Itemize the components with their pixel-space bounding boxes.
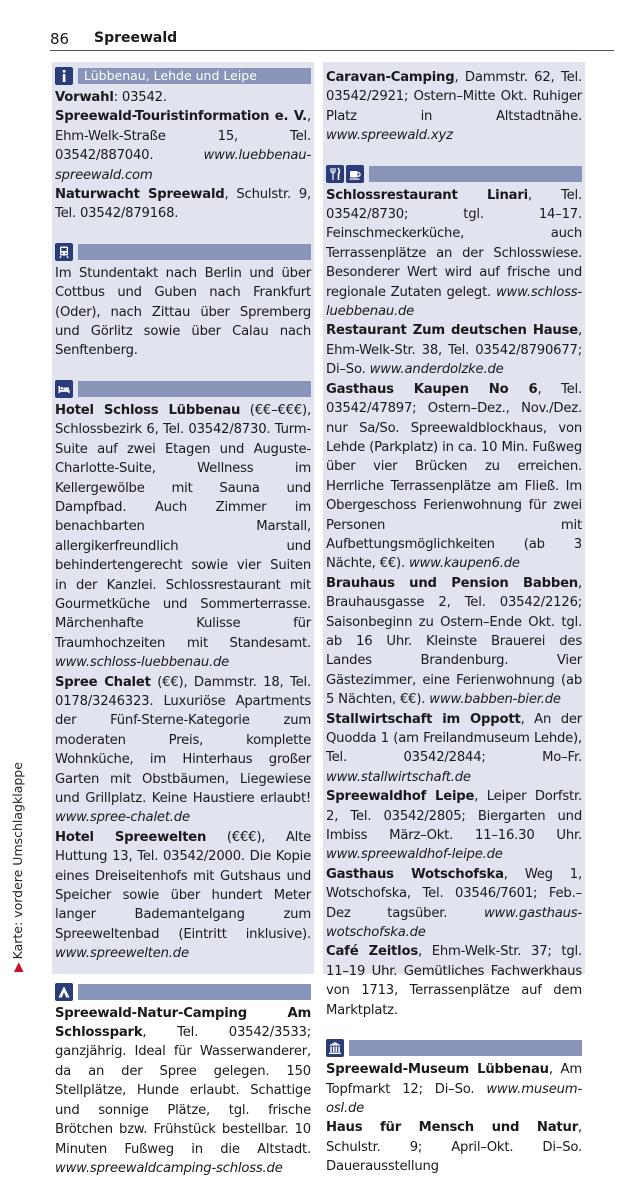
food-entry-zeitlos: Café Zeitlos, Ehm-Welk-Str. 37; tgl. 11–19 Uhr. Gemütliches Fachwerkhaus von 1713, Terrassenplätze auf dem Marktplatz.	[326, 944, 583, 1018]
page-number: 86	[50, 30, 70, 48]
camping-url[interactable]: www.spreewaldcamping-schloss.de	[55, 1160, 283, 1176]
section-header-hotels	[55, 379, 311, 399]
info-icon	[55, 67, 73, 85]
bed-icon	[55, 380, 73, 398]
camping-entry-schlosspark: Spreewald-Natur-Camping Am Schlosspark, Tel. 03542/3533; ganzjährig. Ideal für Wasserwanderer, da an der Spree gelegen. 150 Stellplätze, Hunde erlaubt. Schattige und sonnige Plätze, tgl. frische Brötchen bzw. Frühstück bestellbar. 10 Minuten Fußweg in die Altstadt. www.spreewaldcamping-schloss.de	[55, 1005, 311, 1176]
section-header-info	[55, 66, 311, 86]
food-entry-deutschen-hause: Restaurant Zum deutschen Hause, Ehm-Welk-Str. 38, Tel. 03542/8790677; Di–So. www.anderdolzke.de	[326, 323, 582, 378]
museum-entry-mensch-natur: Haus für Mensch und Natur, Schulstr. 9; April–Okt. Di–So. Dauerausstellung	[326, 1120, 582, 1175]
food-url[interactable]: www.babben-bier.de	[429, 692, 561, 708]
camping-entry-caravan: Caravan-Camping, Dammstr. 62, Tel. 03542/2921; Ostern–Mitte Okt. Ruhiger Platz in Altstadtnähe. www.spreewald.xyz	[326, 70, 582, 144]
food-url[interactable]: www.anderdolzke.de	[369, 362, 504, 378]
vorwahl-entry: Vorwahl: 03542.	[55, 90, 167, 105]
food-url[interactable]: www.spreewaldhof-leipe.de	[326, 847, 503, 863]
museum-icon	[326, 1039, 344, 1057]
hotel-url[interactable]: www.schloss-luebbenau.de	[55, 655, 230, 671]
museum-entry-spreewald: Spreewald-Museum Lübbenau, Am Topfmarkt 12; Di–So. www.museum-osl.de	[326, 1062, 582, 1116]
hotel-entry-chalet: Spree Chalet (€€), Dammstr. 18, Tel. 0178/3246323. Luxuriöse Apartments der Fünf-Sterne-Kategorie zum moderaten Preis, komplette Wohnküche, im Hinterhaus großer Garten mit Obstbäumen, Liegewiese und Grillplatz. Keine Haustiere erlaubt! www.spree-chalet.de	[55, 674, 311, 826]
food-url[interactable]: www.schloss-luebbenau.de	[326, 284, 582, 320]
section-header-food	[326, 164, 582, 184]
touristinfo-entry: Spreewald-Touristinformation e. V., Ehm-Welk-Straße 15, Tel. 03542/887040. www.luebbenau-spreewald.com	[55, 109, 311, 183]
right-column	[323, 62, 585, 1175]
train-icon	[55, 243, 73, 261]
food-entry-leipe: Spreewaldhof Leipe, Leiper Dorfstr. 2, Tel. 03542/2805; Biergarten und Imbiss März–Okt. 11–16.30 Uhr. www.spreewaldhof-leipe.de	[326, 789, 582, 863]
camping-url[interactable]: www.spreewald.xyz	[326, 128, 453, 144]
food-url[interactable]: www.kaupen6.de	[408, 556, 520, 572]
section-header-camping	[55, 982, 311, 1002]
food-entry-linari: Schlossrestaurant Linari, Tel. 03542/8730; tgl. 14–17. Feinschmeckerküche, auch Terrassenplätze an der Schlosswiese. Besonderer Wert wird auf frische und regionale Zutaten gelegt. www.schloss-luebbenau.de	[326, 187, 582, 320]
food-url[interactable]: www.gasthaus-wotschofska.de	[326, 905, 582, 941]
food-url[interactable]: www.stallwirtschaft.de	[326, 769, 471, 785]
hotel-entry-spreewelten: Hotel Spreewelten (€€€), Alte Huttung 13, Tel. 03542/2000. Die Kopie eines Dreiseitenhofs mit Gutshaus und Speicher sowie über hundert Meter langer Bademantelgang zum Spreeweltenbad (Eintritt inklusive). www.spreewelten.de	[55, 829, 312, 962]
hotel-url[interactable]: www.spreewelten.de	[55, 946, 189, 962]
tent-icon	[55, 983, 73, 1001]
section-header-museum	[326, 1038, 582, 1058]
map-reference-label: ▶Karte: vordere Umschlagklappe	[10, 762, 25, 972]
food-entry-oppott: Stallwirtschaft im Oppott, An der Quodda 1 (am Freilandmuseum Lehde), Tel. 03542/2844; Mo–Fr. www.stallwirtschaft.de	[326, 711, 582, 785]
train-text: Im Stundentakt nach Berlin und über Cottbus und Guben nach Frankfurt (Oder), nach Zittau über Spremberg und Görlitz sowie über Calau nach Senftenberg.	[55, 265, 311, 359]
naturwacht-entry: Naturwacht Spreewald, Schulstr. 9, Tel. 03542/879168.	[55, 187, 312, 222]
section-title: Lübbenau, Lehde und Leipe	[78, 68, 311, 84]
running-title: Spreewald	[94, 30, 178, 46]
food-entry-babben: Brauhaus und Pension Babben, Brauhausgasse 2, Tel. 03542/2126; Saisonbeginn zu Ostern–Ende Okt. tgl. ab 16 Uhr. Kleinste Brauerei des Landes Brandenburg. Vier Gästezimmer, eine Ferienwohnung (ab 5 Nächten, €€). www.babben-bier.de	[326, 575, 582, 708]
food-entry-kaupen: Gasthaus Kaupen No 6, Tel. 03542/47897; Ostern–Dez., Nov./Dez. nur Sa/So. Spreewaldblockhaus, von Lehde (Parkplatz) in ca. 10 Min. Fußweg über vier Brücken zu erreichen. Herrliche Terrassenplätze am Fließ. Im Obergeschoss Ferienwohnung für zwei Personen mit Aufbettungsmöglichkeiten (ab 3 Nächte, €€). www.kaupen6.de	[326, 381, 582, 572]
museum-url[interactable]: www.museum-osl.de	[326, 1081, 582, 1116]
hotel-entry-schloss: Hotel Schloss Lübbenau (€€–€€€), Schlossbezirk 6, Tel. 03542/8730. Turm-Suite auf zwei Etagen und Auguste-Charlotte-Suite, Wellness im Kellergewölbe mit Sauna und Dampfbad. Auch Zimmer im benachbarten Marstall, allergikerfreundlich und behindertengerecht sowie vier Suiten in der Kanzlei. Schlossrestaurant mit Gourmetküche und Sommerterrasse. Märchenhafte Kulisse für Traumhochzeiten mit Standesamt. www.schloss-luebbenau.de	[55, 402, 311, 671]
left-column	[52, 62, 314, 1176]
triangle-marker-icon: ▶	[10, 962, 25, 972]
page-header	[50, 28, 614, 51]
section-header-train	[55, 242, 311, 262]
cutlery-icon	[326, 165, 344, 183]
food-entry-wotschofska: Gasthaus Wotschofska, Weg 1, Wotschofska, Tel. 03546/7601; Feb.–Dez tagsüber. www.gasthaus-wotschofska.de	[326, 866, 582, 941]
hotel-url[interactable]: www.spree-chalet.de	[55, 810, 190, 826]
touristinfo-url[interactable]: www.luebbenau-spreewald.com	[55, 148, 311, 183]
coffee-icon	[346, 165, 364, 183]
